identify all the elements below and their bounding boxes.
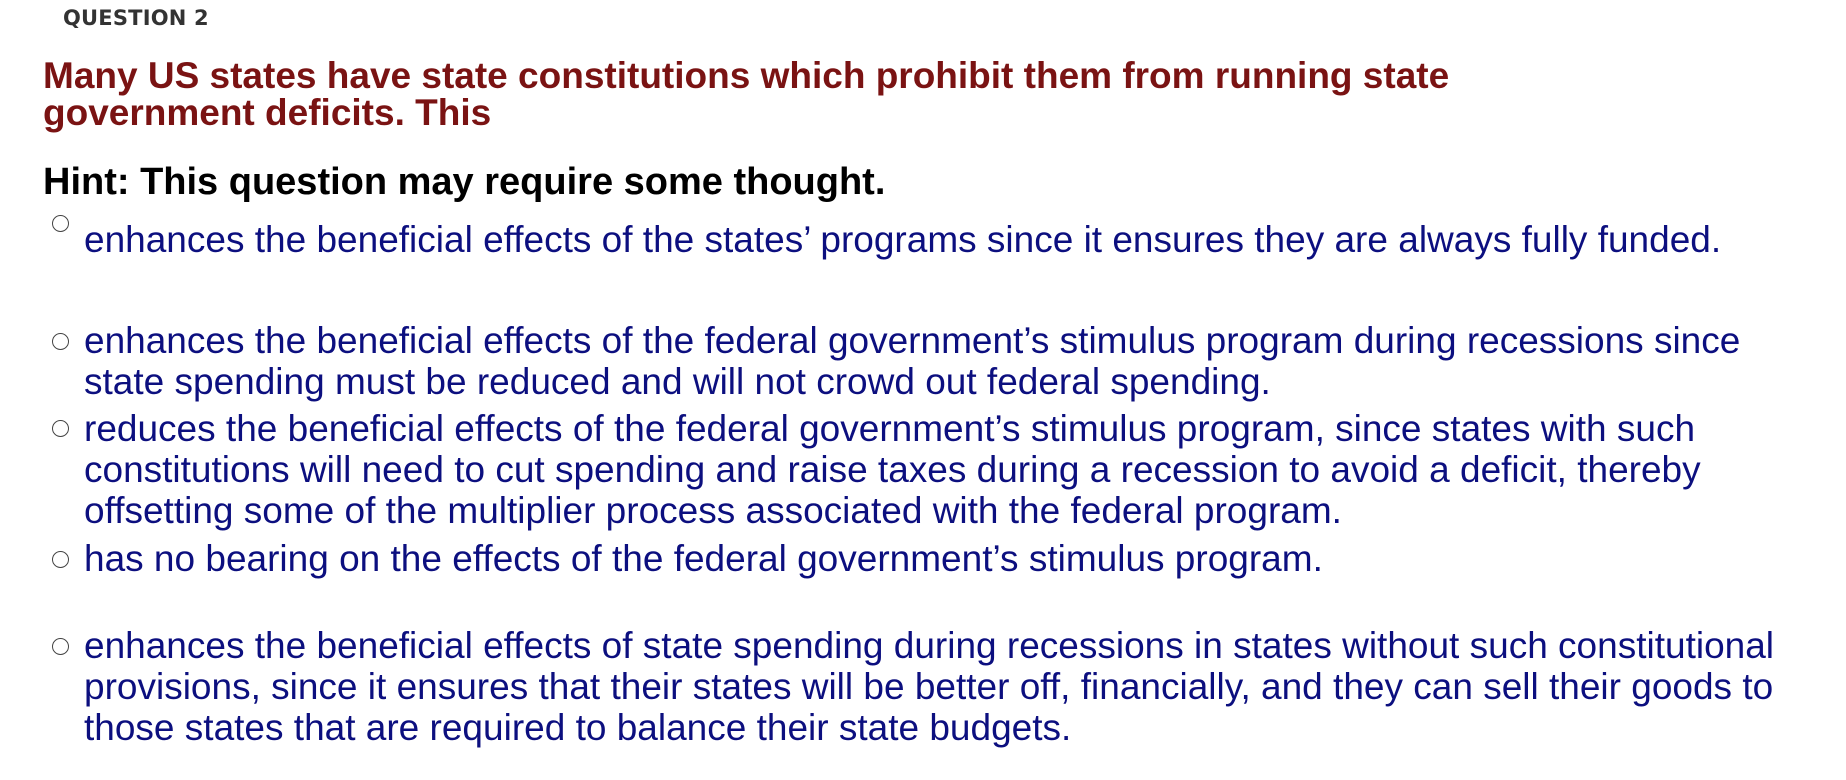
- answer-option-3-text[interactable]: reduces the beneficial effects of the federal government’s stimulus program, since states with such constitutions will need to cut spending and raise taxes during a recession to avoid a deficit, thereby offsetting some of the multiplier process associated with the federal program.: [84, 408, 1701, 531]
- answer-option-5-text[interactable]: enhances the beneficial effects of state spending during recessions in states without such constitutional provisions, since it ensures that their states will be better off, financially, and they can sell their goods to those states that are required to balance their state budgets.: [84, 625, 1775, 748]
- radio-button-3[interactable]: [52, 420, 69, 437]
- answer-option-4-text[interactable]: has no bearing on the effects of the federal government’s stimulus program.: [84, 538, 1323, 579]
- radio-button-5[interactable]: [52, 638, 69, 655]
- radio-button-2[interactable]: [52, 333, 69, 350]
- answer-option-1-text[interactable]: enhances the beneficial effects of the states’ programs since it ensures they are always fully funded.: [84, 219, 1722, 260]
- radio-button-4[interactable]: [52, 551, 69, 568]
- answer-option-2-text[interactable]: enhances the beneficial effects of the federal government’s stimulus program during recessions since state spending must be reduced and will not crowd out federal spending.: [84, 320, 1741, 402]
- question-stem: Many US states have state constitutions which prohibit them from running state government deficits. This: [43, 55, 1450, 133]
- radio-button-1[interactable]: [52, 215, 69, 232]
- question-label: QUESTION 2: [63, 6, 209, 30]
- question-hint: Hint: This question may require some thought.: [43, 161, 886, 203]
